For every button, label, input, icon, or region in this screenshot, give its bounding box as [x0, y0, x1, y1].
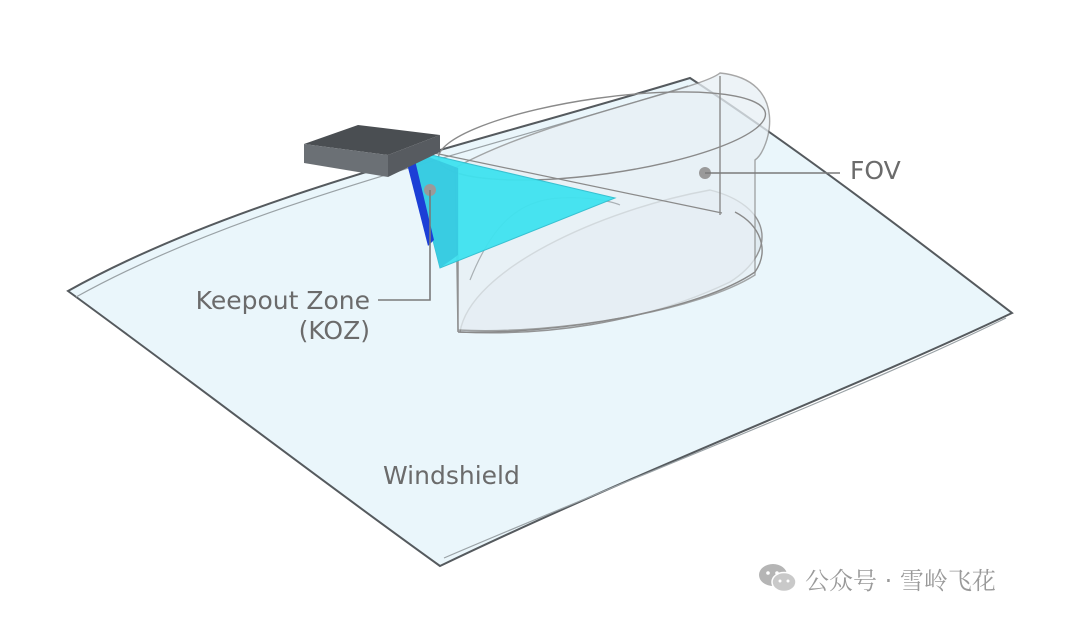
koz-label-line2: (KOZ) [298, 316, 370, 345]
fov-label: FOV [850, 156, 901, 185]
watermark-text: 公众号 · 雪岭飞花 [805, 566, 996, 595]
koz-label [188, 286, 370, 346]
wechat-icon [757, 561, 799, 595]
windshield-label: Windshield [383, 461, 520, 490]
watermark [757, 561, 996, 595]
koz-label-line1: Keepout Zone [195, 286, 370, 315]
